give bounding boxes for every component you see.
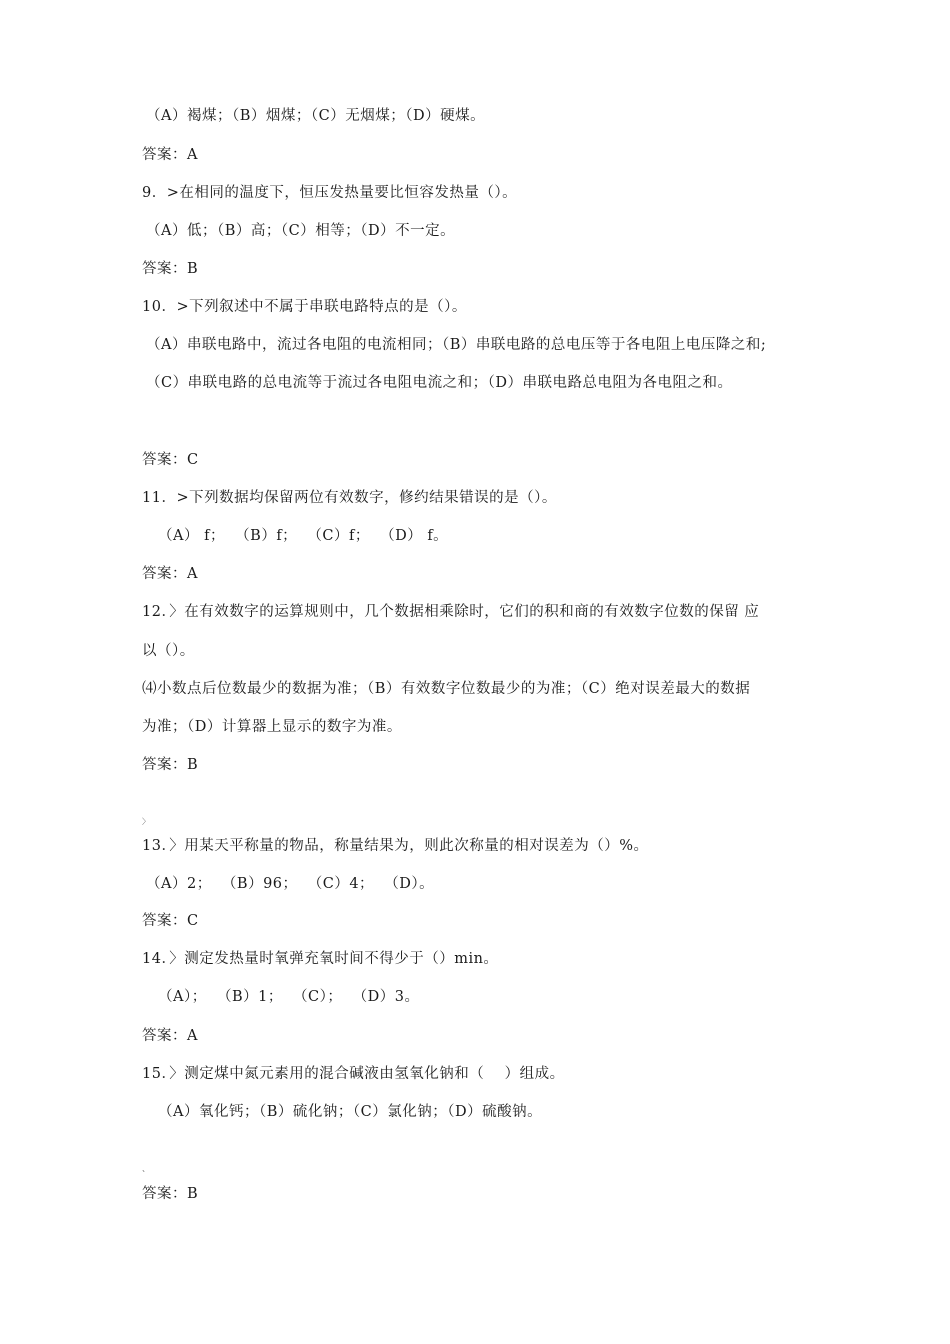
q12-question-line1: 12．〉在有效数字的运算规则中，几个数据相乘除时，它们的积和商的有效数字位数的保留 应 (142, 604, 760, 620)
q15-question: 15．〉测定煤中氮元素用的混合碱液由氢氧化钠和（ ）组成。 (142, 1066, 565, 1082)
q9-options: （A）低；（B）高；（C）相等；（D）不一定。 (146, 223, 456, 239)
q12-options-line2: 为准；（D）计算器上显示的数字为准。 (142, 719, 402, 735)
q13-answer: 答案：C (142, 913, 199, 929)
stray-mark-2: 、 (142, 1164, 150, 1173)
q13-options: （A）2； （B）96； （C）4； （D）。 (146, 876, 435, 892)
q11-answer: 答案：A (142, 566, 198, 582)
q14-answer: 答案：A (142, 1028, 198, 1044)
q15-answer: 答案：B (142, 1186, 199, 1202)
q11-question: 11．>下列数据均保留两位有效数字，修约结果错误的是（）。 (142, 490, 557, 506)
q10-options-line2: （C）串联电路的总电流等于流过各电阻电流之和；（D）串联电路总电阻为各电阻之和。 (146, 375, 733, 391)
q12-answer: 答案：B (142, 757, 199, 773)
q10-answer: 答案：C (142, 452, 199, 468)
q14-question: 14．〉测定发热量时氧弹充氧时间不得少于（）min。 (142, 951, 499, 967)
q12-question-line2: 以（）。 (142, 643, 195, 659)
q8-answer: 答案：A (142, 147, 198, 163)
q11-options: （A） f； （B）f； （C）f； （D） f。 (158, 528, 449, 544)
q12-options-line1: ⑷小数点后位数最少的数据为准；（B）有效数字位数最少的为准；（C）绝对误差最大的数据 (142, 681, 751, 697)
q15-options: （A）氧化钙；（B）硫化钠；（C）氯化钠；（D）硫酸钠。 (158, 1104, 543, 1120)
q8-options: （A）褐煤；（B）烟煤；（C）无烟煤；（D）硬煤。 (146, 108, 486, 124)
q13-question: 13．〉用某天平称量的物品，称量结果为，则此次称量的相对误差为（）%。 (142, 838, 649, 854)
q10-question: 10．>下列叙述中不属于串联电路特点的是（）。 (142, 299, 467, 315)
q9-question: 9．>在相同的温度下，恒压发热量要比恒容发热量（）。 (142, 185, 518, 201)
q9-answer: 答案：B (142, 261, 199, 277)
q10-options-line1: （A）串联电路中，流过各电阻的电流相同；（B）串联电路的总电压等于各电阻上电压降之和; (146, 337, 767, 353)
q14-options: （A）； （B）1； （C）； （D）3。 (158, 989, 420, 1005)
stray-mark: 〉 (142, 817, 150, 826)
